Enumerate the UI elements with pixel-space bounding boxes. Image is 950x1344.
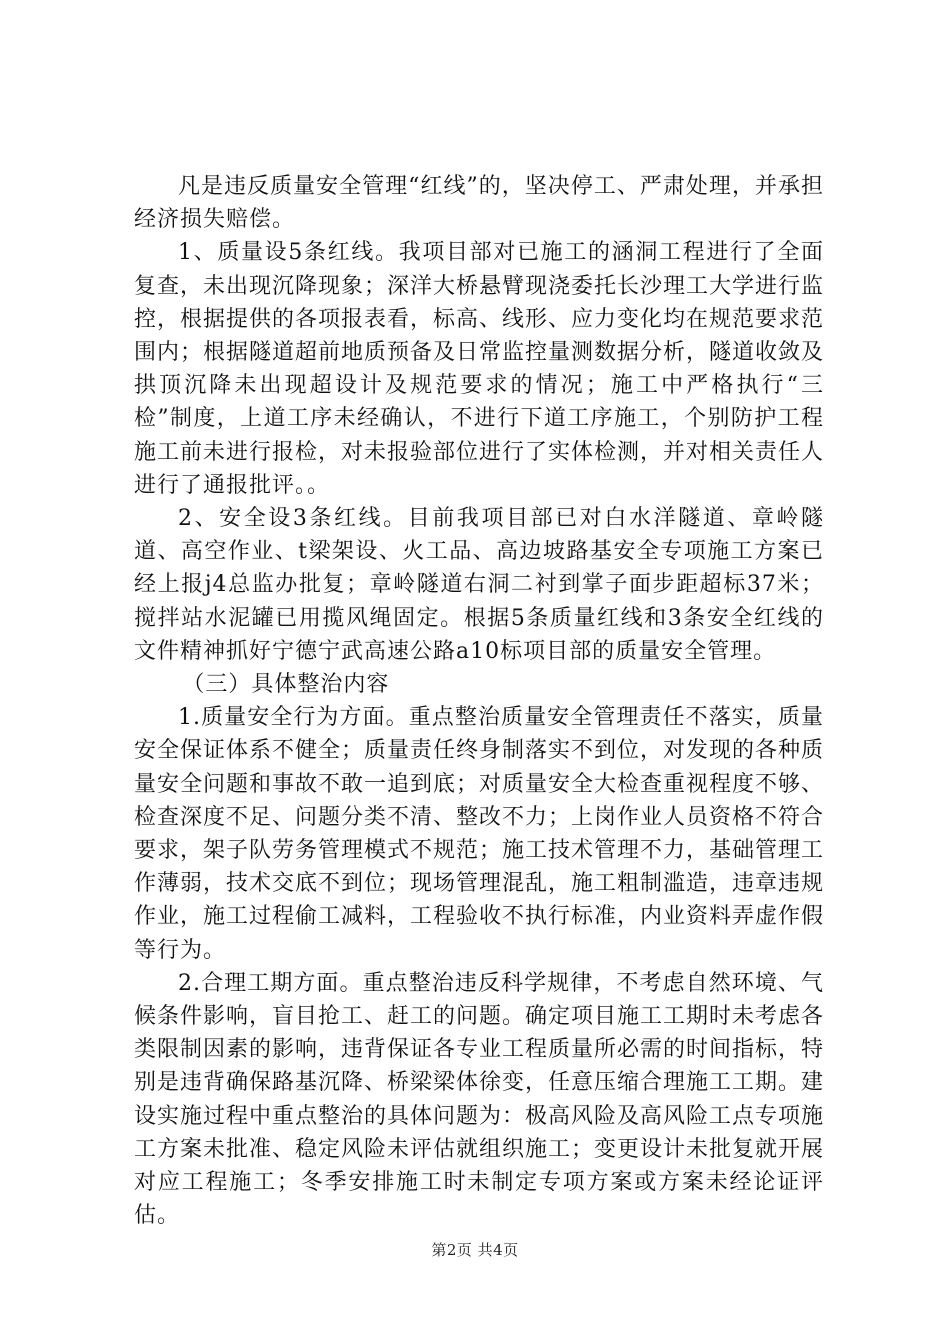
document-body <box>134 170 824 1233</box>
paragraph-quality-safety-behavior: 1.质量安全行为方面。重点整治质量安全管理责任不落实，质量安全保证体系不健全；质量责任终身制落实不到位，对发现的各种质量安全问题和事故不敢一追到底；对质量安全大检查重视程度不够、检查深度不足、问题分类不清、整改不力；上岗作业人员资格不符合要求，架子队劳务管理模式不规范；施工技术管理不力，基础管理工作薄弱，技术交底不到位；现场管理混乱，施工粗制滥造，违章违规作业，施工过程偷工减料，工程验收不执行标准，内业资料弄虚作假等行为。 <box>134 705 825 963</box>
paragraph-quality-red-lines: 1、质量设5条红线。我项目部对已施工的涵洞工程进行了全面复查，未出现沉降现象；深洋大桥悬臂现浇委托长沙理工大学进行监控，根据提供的各项报表看，标高、线形、应力变化均在规范要求范围内；根据隧道超前地质预备及日常监控量测数据分析，隧道收敛及拱顶沉降未出现超设计及规范要求的情况；施工中严格执行“三检”制度，上道工序未经确认，不进行下道工序施工，个别防护工程施工前未进行报检，对未报验部位进行了实体检测，并对相关责任人进行了通报批评。。 <box>134 240 825 498</box>
paragraph-red-line-intro: 凡是违反质量安全管理“红线”的，坚决停工、严肃处理，并承担经济损失赔偿。 <box>134 174 824 233</box>
section-heading-specific-rectification: （三）具体整治内容 <box>182 672 390 698</box>
paragraph-safety-red-lines: 2、安全设3条红线。目前我项目部已对白水洋隧道、章岭隧道、高空作业、t梁架设、火工品、高边坡路基安全专项施工方案已经上报j4总监办批复；章岭隧道右洞二衬到掌子面步距超标37米；搅拌站水泥罐已用揽风绳固定。根据5条质量红线和3条安全红线的文件精神抓好宁德宁武高速公路a10标项目部的质量安全管理。 <box>134 506 824 664</box>
paragraph-reasonable-schedule: 2.合理工期方面。重点整治违反科学规律，不考虑自然环境、气候条件影响，盲目抢工、赶工的问题。确定项目施工工期时未考虑各类限制因素的影响，违背保证各专业工程质量所必需的时间指标，特别是违背确保路基沉降、桥梁梁体徐变，任意压缩合理施工工期。建设实施过程中重点整治的具体问题为：极高风险及高风险工点专项施工方案未批准、稳定风险未评估就组织施工；变更设计未批复就开展对应工程施工；冬季安排施工时未制定专项方案或方案未经论证评估。 <box>134 970 825 1229</box>
page-number-footer: 第2页 共4页 <box>431 1241 519 1259</box>
